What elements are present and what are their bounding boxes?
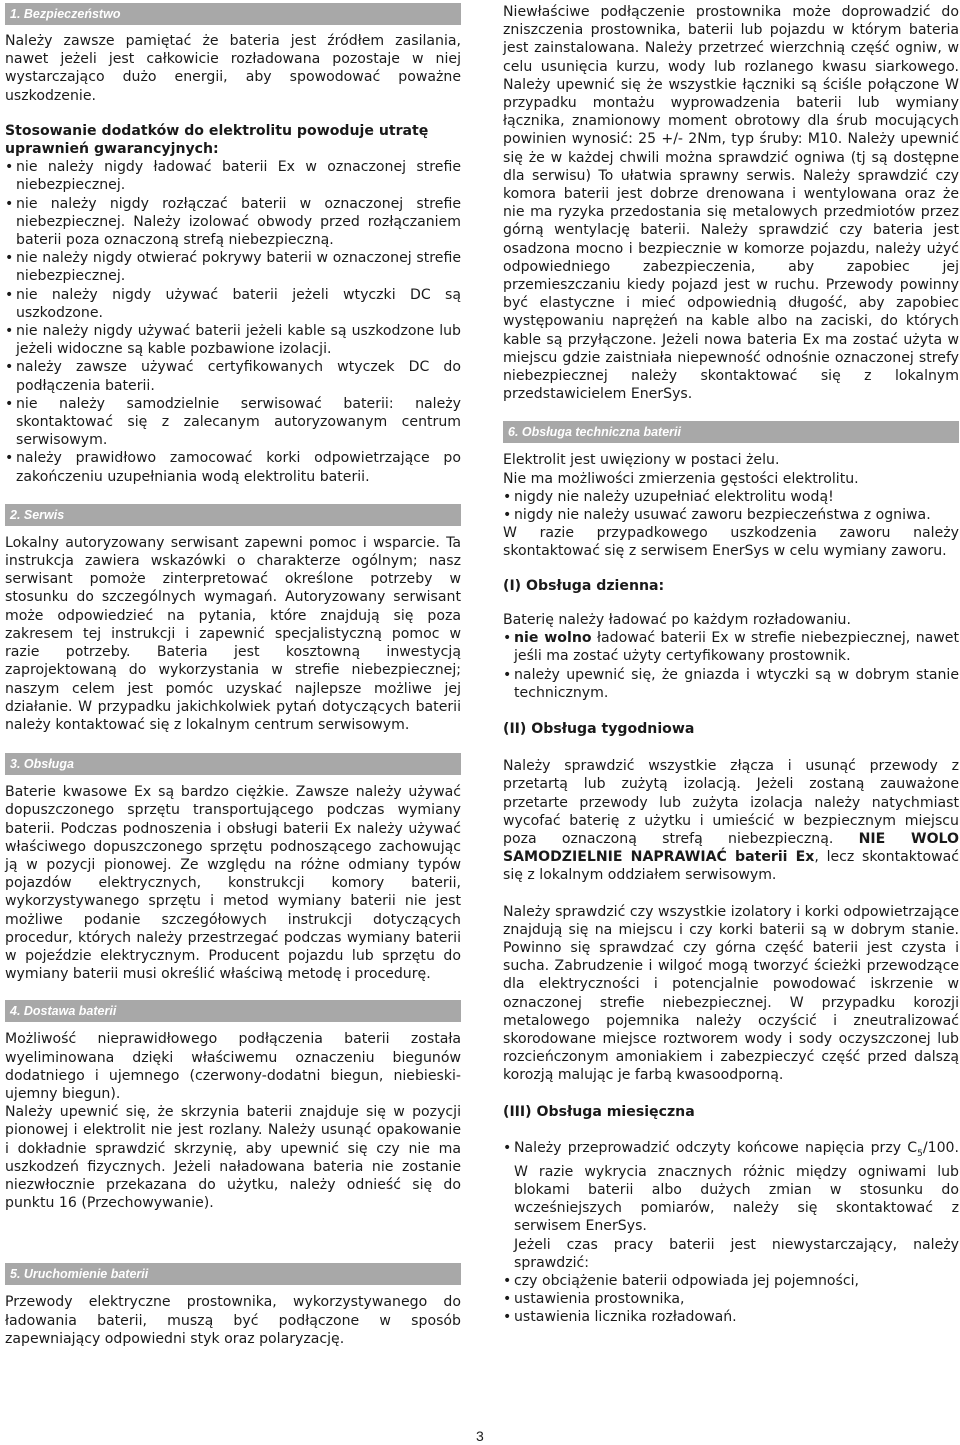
section-6-header: 6. Obsługa techniczna baterii xyxy=(503,421,959,443)
weekly-heading: (II) Obsługa tygodniowa xyxy=(503,720,695,737)
list-item-text: Należy przeprowadzić odczyty końcowe napięcia przy C xyxy=(514,1139,918,1156)
list-item: • nie należy nigdy używać baterii jeżeli wtyczki DC są uszkodzone. xyxy=(5,286,461,322)
monthly-list xyxy=(503,1139,959,1327)
list-item xyxy=(503,629,959,665)
list-item: • nie należy nigdy rozłączać baterii w oznaczonej strefie niebezpiecznej. Należy izolować obwody przed rozłączaniem baterii poza oznaczoną strefą niebezpieczną. xyxy=(5,195,461,250)
valve-note: W razie przypadkowego uszkodzenia zaworu należy skontaktować się z serwisem EnerSys w celu wymiany zaworu. xyxy=(503,525,959,560)
delivery-text-1: Możliwość nieprawidłowego podłączenia baterii została wyeliminowana dzięki właściwemu oznaczeniu biegunów dodatniego i ujemnego (czerwony-dodatni biegun, niebieski-ujemny biegun). xyxy=(5,1031,461,1102)
list-item: • należy prawidłowo zamocować korki odpowietrzające po zakończeniu uzupełniania wodą elektrolitu baterii. xyxy=(5,449,461,485)
weekly-text-part: , lecz skontaktować się z lokalnym oddziałem serwisowym. xyxy=(503,849,959,884)
safety-list xyxy=(5,158,461,486)
daily-heading: (I) Obsługa dzienna: xyxy=(503,577,665,594)
service-text: Lokalny autoryzowany serwisant zapewni pomoc i wsparcie. Ta instrukcja zawiera wskazówki o charakterze ogólnym; nasz serwisant pomoże zinterpretować określone potrzeby w stosunku do szczególnych wymagań. Autoryzowany serwisant może odpowiedzieć na pytania, które znajdują się poza zakresem tej instrukcji i zapewnić specjalistyczną pomoc w razie potrzeby. Bateria jest kosztowną inwestycją zaprojektowaną do wykorzystania w strefie niebezpiecznej; naszym celem jest pomóc uzyskać najlepsze możliwe jej działanie. W przypadku jakichkolwiek pytań dotyczących baterii należy kontaktować się z lokalnym centrum serwisowym. xyxy=(5,534,461,733)
section-5-header: 5. Uruchomienie baterii xyxy=(5,1263,461,1285)
list-item: • nie należy nigdy używać baterii jeżeli kable są uszkodzone lub jeżeli widoczne są kable pozbawione izolacji. xyxy=(5,322,461,358)
list-item: • ustawienia prostownika, xyxy=(503,1290,959,1308)
list-item: • nigdy nie należy uzupełniać elektrolitu wodą! xyxy=(503,488,959,506)
warranty-heading: Stosowanie dodatków do elektrolitu powoduje utratę uprawnień gwarancyjnych: xyxy=(5,122,429,158)
daily-text: Baterię należy ładować po każdym rozładowaniu. xyxy=(503,611,851,628)
left-column xyxy=(5,0,461,1348)
section-3-header: 3. Obsługa xyxy=(5,753,461,775)
weekly-text-1 xyxy=(503,757,959,884)
maintenance-intro-2: Nie ma możliwości zmierzenia gęstości elektrolitu. xyxy=(503,470,859,487)
bold-text: NIE WOLO SAMODZIELNIE NAPRAWIAĆ baterii Ex xyxy=(503,830,960,866)
section-2-header: 2. Serwis xyxy=(5,504,461,526)
list-item: • należy zawsze używać certyfikowanych wtyczek DC do podłączenia baterii. xyxy=(5,358,461,394)
delivery-text-2: Należy upewnić się, że skrzynia baterii znajduje się w pozycji pionowej i elektrolit nie jest rozlany. Należy usunąć opakowanie i dokładnie sprawdzić skrzynię, aby upewnić się czy nie ma uszkodzeń fizycznych. Jeżeli naładowana bateria nie zostanie niezwłocznie przekazana do użytku, należy odnieść się do punktu 16 (Przechowywanie). xyxy=(5,1104,461,1212)
commissioning-text: Przewody elektryczne prostownika, wykorzystywanego do ładowania baterii, muszą być podłączone w sposób zapewniający odpowiedni styk oraz polaryzację. xyxy=(5,1294,461,1347)
right-column xyxy=(503,0,959,1327)
list-item-text: /100. W razie wykrycia znacznych różnic między ogniwami lub blokami baterii albo dużych zmian w stosunku do wcześniejszych pomiarów, należy się skontaktować z serwisem EnerSys. xyxy=(514,1139,959,1235)
bold-text: nie wolno xyxy=(514,630,592,647)
section-4-header: 4. Dostawa baterii xyxy=(5,1000,461,1022)
page-number: 3 xyxy=(476,1428,484,1444)
list-item: • nie należy nigdy ładować baterii Ex w oznaczonej strefie niebezpiecznej. xyxy=(5,158,461,194)
daily-list xyxy=(503,629,959,702)
list-item: • ustawienia licznika rozładowań. xyxy=(503,1308,959,1326)
list-item-text: Jeżeli czas pracy baterii jest niewystarczający, należy sprawdzić: xyxy=(514,1236,959,1271)
commissioning-continued: Niewłaściwe podłączenie prostownika może doprowadzić do zniszczenia prostownika, baterii lub pojazdu w którym bateria jest zainstalowana. Należy przetrzeć wierzchnią część ogniw, w celu usunięcia kurzu, wody lub rozlanego kwasu siarkowego. Należy upewnić się że wszystkie łączniki są ściśle połączone W przypadku montażu wyprowadzenia baterii lub wymiany łącznika, znamionowy moment obrotowy dla śrub mocujących powinien wynosić: 25 +/- 2Nm, typ śruby: M10. Należy upewnić się że w każdej chwili można sprawdzić ogniwa (tj są dostępne dla serwisu) To ułatwia sprawny serwis. Należy sprawdzić czy komora baterii jest dobrze drenowana i wentylowana oraz że nie ma ryzyka przedostania się metalowych przedmiotów przez górną wentylację baterii. Należy sprawdzić czy bateria jest osadzona mocno i bezpiecznie w komorze pojazdu, należy użyć odpowiedniego zabezpieczenia, aby zapobiec jej przemieszczaniu kiedy pojazd jest w ruchu. Przewody powinny być elastyczne i mieć odpowiednią długość, aby zapobiec występowaniu naprężeń na kable albo na zaciski, do których kable są przyłączone. Jeżeli nowa bateria Ex ma zostać użyta w miejscu gdzie zaistniała niepewność odnośnie oznaczonej strefy niebezpiecznej należy skontaktować się z lokalnym przedstawicielem EnerSys. xyxy=(503,4,959,403)
list-item: • czy obciążenie baterii odpowiada jej pojemności, xyxy=(503,1272,959,1290)
safety-intro: Należy zawsze pamiętać że bateria jest źródłem zasilania, nawet jeżeli jest całkowicie rozładowana pozostaje w niej wystarczająco dużo energii, aby spowodować poważne uszkodzenie. xyxy=(5,33,461,104)
list-item-text: ładować baterii Ex w strefie niebezpiecznej, nawet jeśli ma zostać użyty certyfikowany prostownik. xyxy=(514,630,959,665)
subscript: 5 xyxy=(917,1148,923,1159)
list-item: • nigdy nie należy usuwać zaworu bezpieczeństwa z ogniwa. xyxy=(503,506,959,524)
section-1-header: 1. Bezpieczeństwo xyxy=(5,3,461,25)
maintenance-intro-1: Elektrolit jest uwięziony w postaci żelu. xyxy=(503,452,780,469)
list-item: • należy upewnić się, że gniazda i wtyczki są w dobrym stanie technicznym. xyxy=(503,666,959,702)
handling-text: Baterie kwasowe Ex są bardzo ciężkie. Zawsze należy używać dopuszczonego sprzętu transportującego podczas wymiany baterii. Podczas podnoszenia i obsługi baterii Ex należy używać właściwego dopuszczonego sprzętu podnoszącego zachowując ją w pozycji pionowej. Ze względu na różne odmiany typów pojazdów elektrycznych, konstrukcji komory baterii, wykorzystywanego sprzętu i metod wymiany baterii nie jest możliwe podanie szczegółowych instrukcji dotyczących procedur, których należy przestrzegać podczas wymiany baterii w pojeździe elektrycznym. Producent pojazdu lub sprzętu do wymiany baterii musi określić właściwą metodę i procedurę. xyxy=(5,784,461,983)
monthly-heading: (III) Obsługa miesięczna xyxy=(503,1103,695,1120)
list-item: • nie należy nigdy otwierać pokrywy baterii w oznaczonej strefie niebezpiecznej. xyxy=(5,249,461,285)
weekly-text-2: Należy sprawdzić czy wszystkie izolatory i korki odpowietrzające znajdują się na miejscu i czy korki baterii są w dobrym stanie. Powinno się sprawdzać czy górna część baterii jest czysta i sucha. Zabrudzenie i wilgoć mogą tworzyć ścieżki przewodzące dla elektryczności i potencjalnie powodować iskrzenie w oznaczonej strefie niebezpiecznej. W przypadku korozji metalowego pojemnika należy oczyścić i zneutralizować skorodowane miejsce roztworem wody i sody oczyszczonej lub rozcieńczonym amoniakiem i zabezpieczyć część przed dalszą korozją malując je farbą kwasoodporną. xyxy=(503,903,959,1084)
list-item xyxy=(503,1139,959,1272)
maintenance-list xyxy=(503,488,959,524)
list-item: • nie należy samodzielnie serwisować baterii: należy skontaktować się z zalecanym autoryzowanym centrum serwisowym. xyxy=(5,395,461,450)
weekly-text-part: Należy sprawdzić wszystkie złącza i usunąć przewody z przetartą lub zużytą izolacją. Jeżeli zostaną zauważone przetarte przewody lub zużyta izolacja należy natychmiast wycofać baterię z użytku i umieścić w bezpiecznym miejscu poza oznaczoną strefą niebezpieczną. xyxy=(503,758,959,847)
